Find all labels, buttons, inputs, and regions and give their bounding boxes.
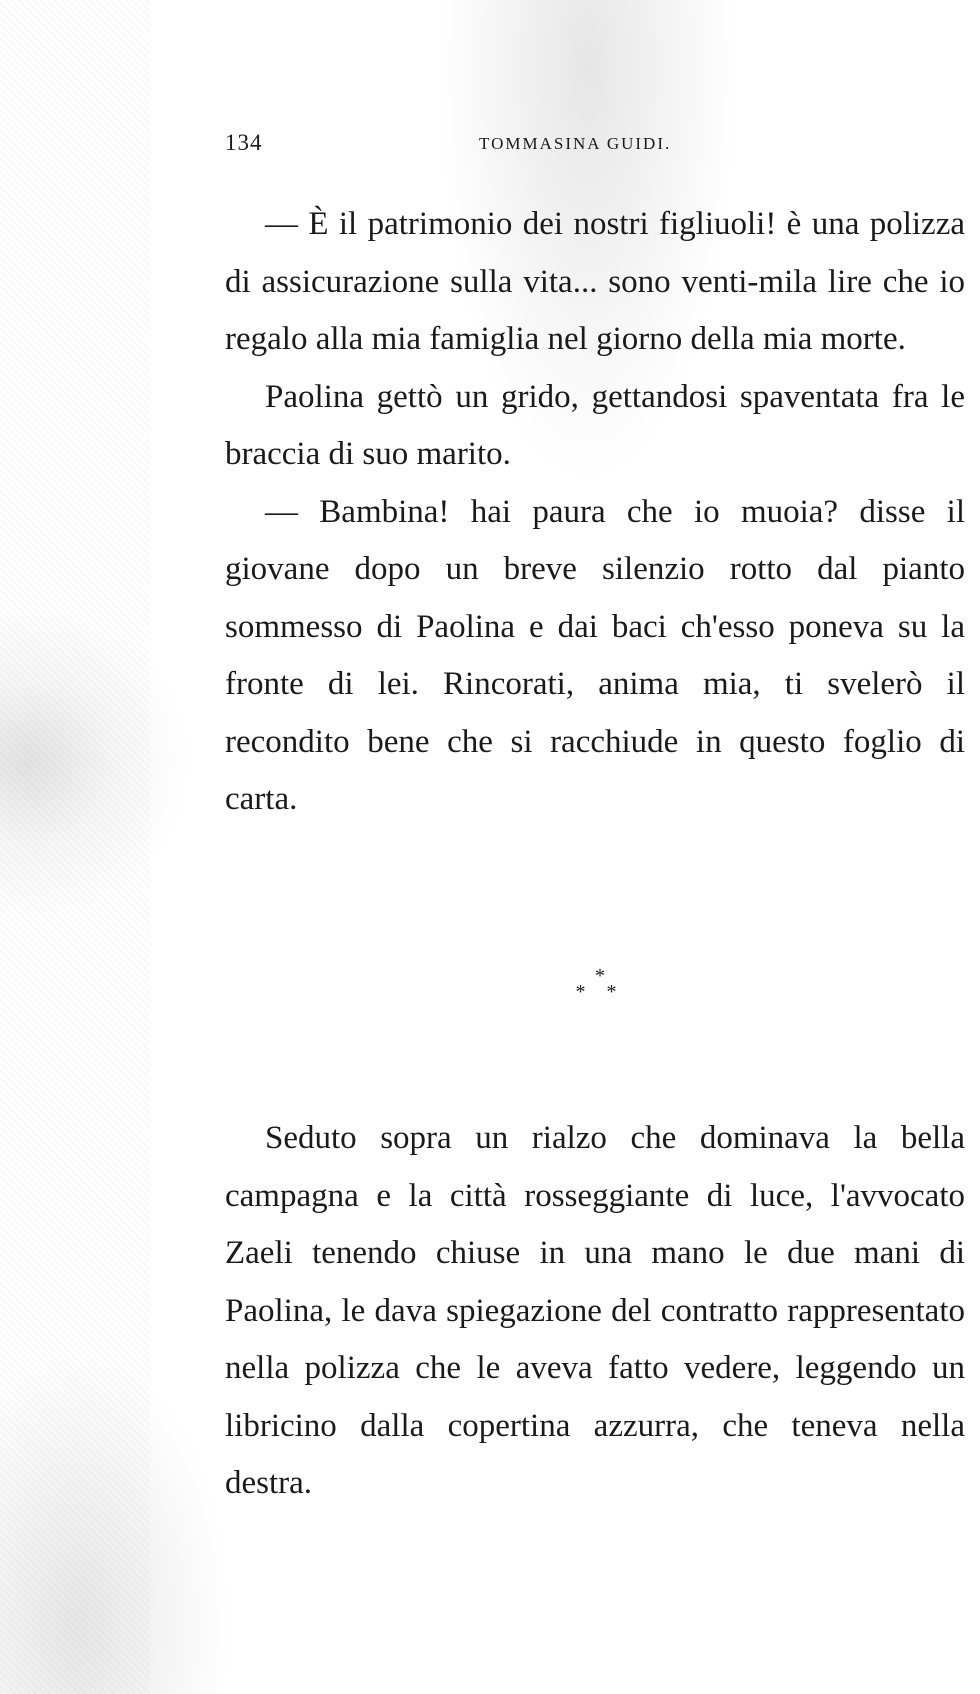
paragraph-seduto: Seduto sopra un rialzo che dominava la bella campagna e la città rosseggiante di luce, l'avvocato Zaeli tenendo chiuse in una mano le due mani di Paolina, le dava spiegazione del contratto rappresentato nella polizza che le aveva fatto vedere, leggendo un libricino dalla copertina azzurra, che teneva nella destra. [225,1120,965,1501]
running-header [225,130,965,160]
section-break-asterism [570,965,630,1008]
page-number: 134 [225,130,263,155]
page-edge-shading [0,0,150,1694]
text-block-bottom [225,1110,965,1513]
paragraph-patrimonio: — È il patrimonio dei nostri figliuoli! è una polizza di assicurazione sulla vita... sono venti-mila lire che io regalo alla mia famiglia nel giorno della mia morte. [225,206,965,357]
text-block-top [225,196,965,829]
asterism-top: * [595,965,605,987]
running-title: TOMMASINA GUIDI. [479,134,672,153]
paragraph-bambina: — Bambina! hai paura che io muoia? disse il giovane dopo un breve silenzio rotto dal pianto sommesso di Paolina e dai baci ch'esso poneva su la fronte di lei. Rincorati, anima mia, ti svelerò il recondito bene che si racchiude in questo foglio di carta. [225,493,965,817]
paragraph-paolina-grido: Paolina gettò un grido, gettandosi spaventata fra le braccia di suo marito. [225,378,965,472]
asterism-bottom: * * [575,981,625,1003]
